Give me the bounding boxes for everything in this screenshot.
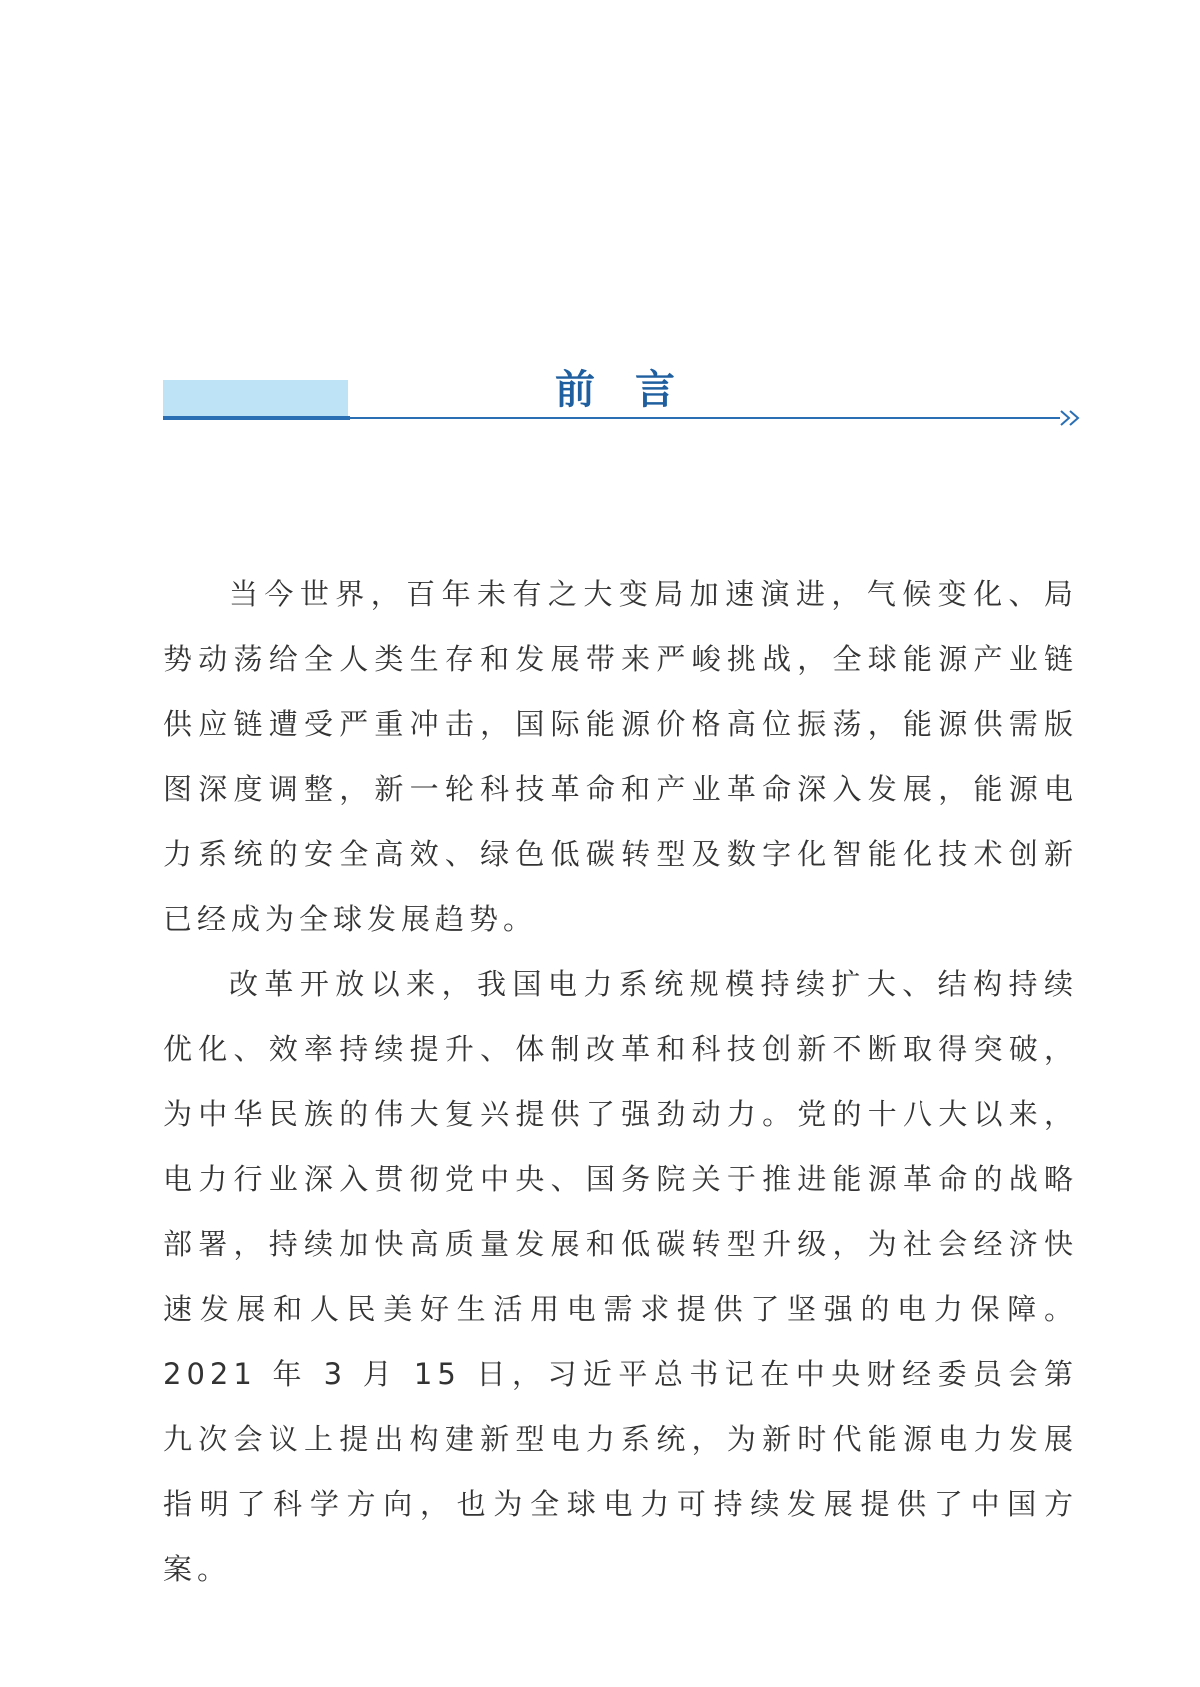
preface-body xyxy=(163,562,1078,1602)
paragraph-1: 当今世界，百年未有之大变局加速演进，气候变化、局势动荡给全人类生存和发展带来严峻挑战，全球能源产业链供应链遭受严重冲击，国际能源价格高位振荡，能源供需版图深度调整，新一轮科技革命和产业革命深入发展，能源电力系统的安全高效、绿色低碳转型及数字化智能化技术创新已经成为全球发展趋势。 xyxy=(163,577,1078,936)
header-accent-block xyxy=(163,380,348,416)
section-header xyxy=(163,350,1078,430)
paragraph-2: 改革开放以来，我国电力系统规模持续扩大、结构持续优化、效率持续提升、体制改革和科技创新不断取得突破，为中华民族的伟大复兴提供了强劲动力。党的十八大以来，电力行业深入贯彻党中央、国务院关于推进能源革命的战略部署，持续加快高质量发展和低碳转型升级，为社会经济快速发展和人民美好生活用电需求提供了坚强的电力保障。2021 年 3 月 15 日，习近平总书记在中央财经委员会第九次会议上提出构建新型电力系统，为新时代能源电力发展指明了科学方向，也为全球电力可持续发展提供了中国方案。 xyxy=(163,967,1078,1586)
page-title: 前言 xyxy=(555,366,715,413)
double-chevron-right-icon xyxy=(1058,405,1084,431)
header-accent-underline xyxy=(163,416,350,420)
